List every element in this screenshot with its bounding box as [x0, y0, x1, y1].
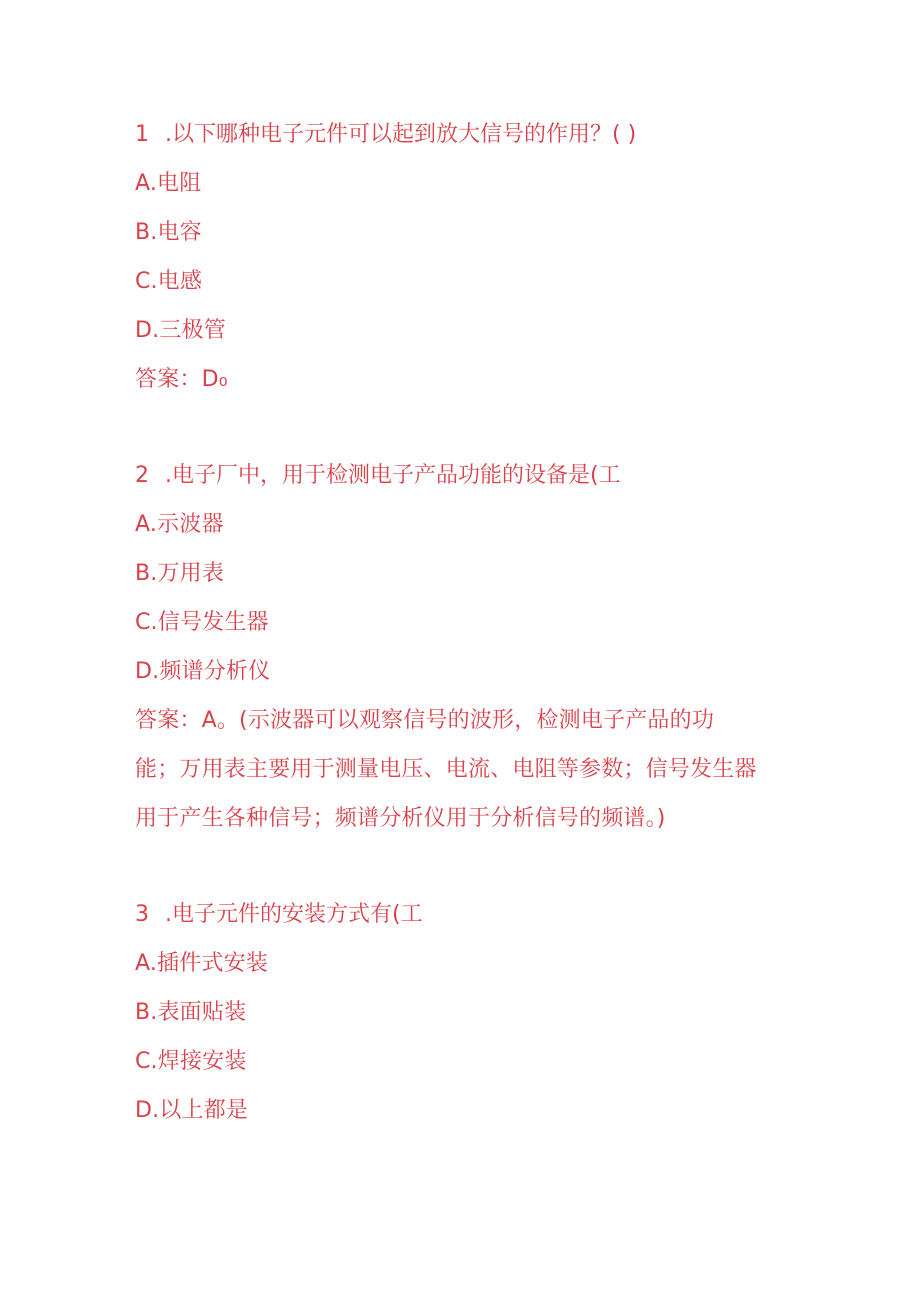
answer-block — [135, 355, 795, 404]
question-2 — [135, 451, 795, 843]
question-text: .以下哪种电子元件可以起到放大信号的作用？( ) — [165, 122, 637, 147]
option-c: C.信号发生器 — [135, 610, 269, 635]
option-b: B.表面贴装 — [135, 1000, 247, 1025]
question-stem — [135, 890, 795, 939]
question-stem — [135, 451, 795, 500]
answer-line: 答案：A。(示波器可以观察信号的波形，检测电子产品的功 — [135, 708, 715, 733]
option-d: D.以上都是 — [135, 1098, 249, 1123]
option-b: B.电容 — [135, 220, 202, 245]
answer-line: 用于产生各种信号；频谱分析仪用于分析信号的频谱。) — [135, 806, 666, 831]
answer-block — [135, 696, 795, 843]
option-c: C.焊接安装 — [135, 1049, 247, 1074]
question-text: .电子元件的安装方式有(工 — [165, 902, 423, 927]
question-list — [135, 110, 795, 1135]
question-1 — [135, 110, 795, 404]
question-number: 2 — [135, 463, 149, 488]
option-c: C.电感 — [135, 269, 203, 294]
option-a: A.示波器 — [135, 512, 224, 537]
answer-line: 答案：D₀ — [135, 367, 228, 392]
question-stem — [135, 110, 795, 159]
option-d: D.三极管 — [135, 318, 226, 343]
question-3 — [135, 890, 795, 1135]
option-a: A.插件式安装 — [135, 951, 269, 976]
option-a: A.电阻 — [135, 171, 202, 196]
question-number: 3 — [135, 902, 149, 927]
option-b: B.万用表 — [135, 561, 225, 586]
option-d: D.频谱分析仪 — [135, 659, 271, 684]
question-text: .电子厂中，用于检测电子产品功能的设备是(工 — [165, 463, 621, 488]
question-number: 1 — [135, 122, 149, 147]
answer-line: 能；万用表主要用于测量电压、电流、电阻等参数；信号发生器 — [135, 757, 757, 782]
